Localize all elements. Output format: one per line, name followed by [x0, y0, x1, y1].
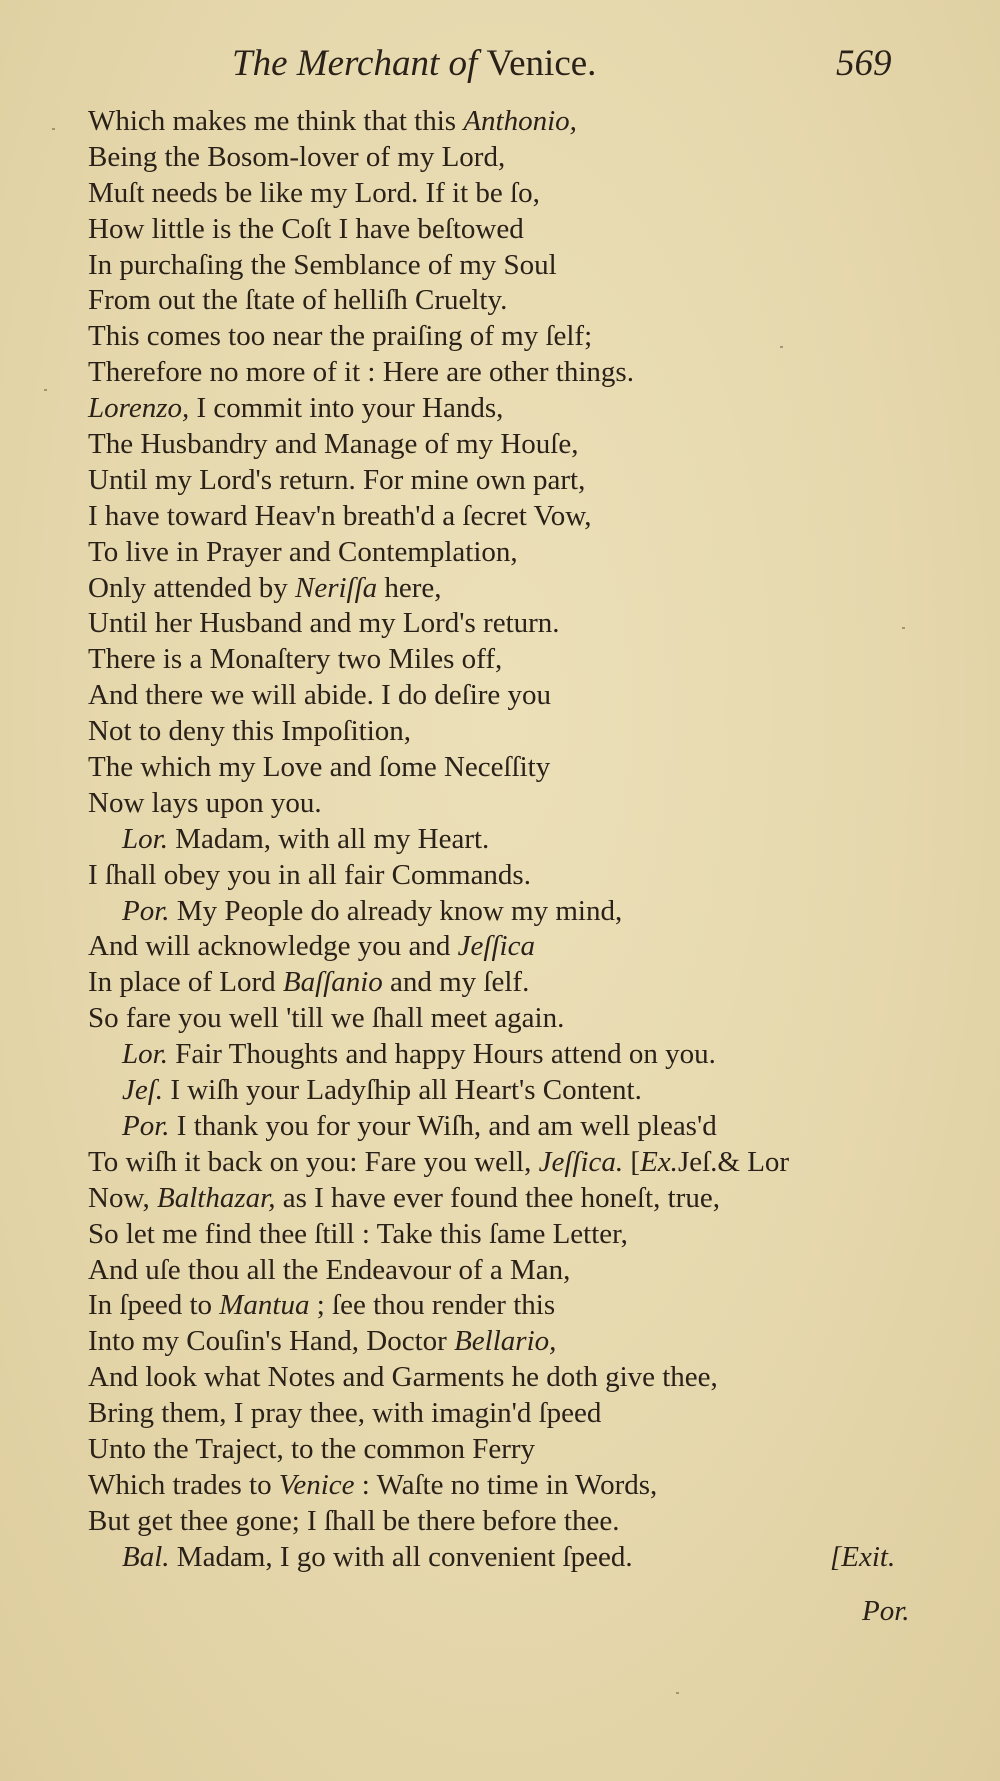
- text-segment: Being the Bosom-lover of my Lord,: [88, 140, 506, 173]
- text-line: [88, 1181, 968, 1217]
- text-line: [88, 1145, 968, 1181]
- italic-segment: Neriſſa: [294, 571, 378, 604]
- italic-segment: Jeſ.: [122, 1074, 164, 1107]
- title-part-1: The Merchant: [232, 43, 440, 84]
- text-segment: Madam, with all my Heart.: [167, 822, 490, 855]
- italic-segment: Lor.: [122, 822, 168, 855]
- paper-speck: [676, 1692, 679, 1694]
- text-line: [88, 1324, 968, 1360]
- text-line: [88, 858, 968, 894]
- text-segment: as I have ever found thee honeſt, true,: [275, 1181, 720, 1214]
- italic-segment: Jeſſica.: [538, 1145, 624, 1178]
- text-line: [88, 642, 968, 678]
- italic-segment: Anthonio,: [463, 105, 577, 137]
- text-segment: So fare you well 'till we ſhall meet again.: [88, 1002, 565, 1035]
- text-line: [88, 212, 968, 248]
- text-segment: And uſe thou all the Endeavour of a Man,: [88, 1253, 571, 1286]
- text-segment: This comes too near the praiſing of my ſelf;: [88, 320, 593, 353]
- paper-speck: [44, 389, 47, 391]
- text-line: [88, 1360, 968, 1396]
- text-line: [88, 499, 968, 535]
- text-segment: Which trades to: [88, 1468, 279, 1501]
- text-segment: Therefore no more of it : Here are other things.: [88, 356, 634, 389]
- text-line: [88, 606, 968, 642]
- text-segment: The which my Love and ſome Neceſſity: [88, 751, 551, 784]
- text-line: [88, 929, 968, 965]
- text-line: [88, 678, 968, 714]
- text-segment: Into my Couſin's Hand, Doctor: [88, 1325, 455, 1358]
- text-line: [88, 248, 968, 284]
- text-segment: So let me find thee ſtill : Take this ſame Letter,: [88, 1217, 628, 1250]
- page-number: 569: [836, 43, 892, 84]
- text-line: [88, 140, 968, 176]
- text-line: [88, 750, 968, 786]
- text-segment: Bring them, I pray thee, with imagin'd ſpeed: [88, 1397, 602, 1430]
- italic-segment: Bellario,: [454, 1325, 557, 1358]
- page-header: [0, 42, 1000, 92]
- text-segment: And there we will abide. I do deſire you: [88, 679, 552, 712]
- italic-segment: Ex.: [640, 1145, 678, 1178]
- text-segment: Until her Husband and my Lord's return.: [88, 607, 560, 640]
- text-segment: ; ſee thou render this: [309, 1289, 556, 1322]
- title-part-3: Venice.: [486, 43, 597, 84]
- text-segment: But get thee gone; I ſhall be there before thee.: [88, 1504, 620, 1537]
- italic-segment: Baſſanio: [282, 966, 383, 999]
- text-segment: In ſpeed to: [88, 1289, 220, 1322]
- text-segment: The Husbandry and Manage of my Houſe,: [88, 428, 579, 461]
- italic-segment: Bal.: [122, 1540, 170, 1573]
- italic-segment: Lor.: [122, 1038, 168, 1071]
- text-segment: I thank you for your Wiſh, and am well pleas'd: [169, 1109, 717, 1142]
- text-segment: Which makes me think that this: [88, 105, 464, 137]
- text-line: [88, 1037, 968, 1073]
- text-segment: How little is the Coſt I have beſtowed: [88, 212, 524, 245]
- text-line: [88, 894, 968, 930]
- text-line: [88, 1109, 968, 1145]
- paper-speck: [52, 128, 55, 130]
- text-line: [88, 283, 968, 319]
- text-line: [88, 1504, 968, 1540]
- text-segment: From out the ſtate of helliſh Cruelty.: [88, 284, 508, 317]
- text-line: [88, 535, 968, 571]
- text-line: [88, 1073, 968, 1109]
- text-line: [88, 463, 968, 499]
- text-line: [88, 822, 968, 858]
- text-segment: And will acknowledge you and: [88, 930, 458, 963]
- text-line: [88, 427, 968, 463]
- catchword: Por.: [862, 1595, 910, 1627]
- italic-segment: Venice: [278, 1468, 355, 1501]
- italic-segment: Lorenzo,: [88, 392, 190, 425]
- text-segment: In place of Lord: [88, 966, 283, 999]
- text-segment: [: [623, 1145, 641, 1178]
- italic-segment: Por.: [122, 894, 170, 927]
- text-segment: And look what Notes and Garments he doth give thee,: [88, 1361, 718, 1394]
- italic-segment: Jeſſica: [457, 930, 535, 963]
- text-line: [88, 1253, 968, 1289]
- text-line: [88, 571, 968, 607]
- text-segment: Jeſ.& Lor: [677, 1145, 790, 1178]
- text-segment: There is a Monaſtery two Miles off,: [88, 643, 503, 676]
- text-line: [88, 1432, 968, 1468]
- text-line: [88, 1001, 968, 1037]
- text-line: [88, 391, 968, 427]
- title-part-2: of: [439, 43, 487, 84]
- text-segment: here,: [377, 571, 442, 604]
- text-segment: Only attended by: [88, 571, 295, 604]
- text-line: [88, 1288, 968, 1324]
- text-segment: Now lays upon you.: [88, 786, 322, 819]
- italic-segment: Balthazar,: [157, 1181, 276, 1214]
- text-line: [88, 355, 968, 391]
- text-segment: Unto the Traject, to the common Ferry: [88, 1432, 536, 1465]
- text-segment: I ſhall obey you in all fair Commands.: [88, 858, 531, 891]
- paper-speck: [780, 346, 783, 348]
- text-segment: : Waſte no time in Words,: [354, 1468, 658, 1501]
- text-segment: In purchaſing the Semblance of my Soul: [88, 248, 557, 281]
- text-segment: and my ſelf.: [382, 966, 530, 999]
- text-line: [88, 1396, 968, 1432]
- text-line: [88, 319, 968, 355]
- text-segment: Not to deny this Impoſition,: [88, 715, 412, 748]
- text-line: [88, 1468, 968, 1504]
- text-segment: Madam, I go with all convenient ſpeed.: [169, 1540, 633, 1573]
- text-segment: Fair Thoughts and happy Hours attend on you.: [167, 1038, 716, 1071]
- text-line: [88, 965, 968, 1001]
- text-segment: I have toward Heav'n breath'd a ſecret Vow,: [88, 499, 592, 532]
- text-segment: I wiſh your Ladyſhip all Heart's Content.: [163, 1074, 642, 1107]
- text-line: [88, 786, 968, 822]
- text-segment: To wiſh it back on you: Fare you well,: [88, 1145, 539, 1178]
- text-segment: Until my Lord's return. For mine own part,: [88, 463, 586, 496]
- running-title: [232, 42, 596, 85]
- text-segment: My People do already know my mind,: [169, 894, 623, 927]
- text-line: [88, 714, 968, 750]
- italic-segment: Por.: [122, 1109, 170, 1142]
- stage-direction: [Exit.: [830, 1540, 896, 1573]
- text-segment: Now,: [88, 1181, 158, 1214]
- text-segment: I commit into your Hands,: [189, 392, 504, 425]
- text-line: [88, 1217, 968, 1253]
- text-line: [88, 1540, 968, 1576]
- text-segment: To live in Prayer and Contemplation,: [88, 535, 518, 568]
- italic-segment: Mantua: [219, 1289, 310, 1322]
- play-text: [88, 104, 968, 1576]
- text-line: [88, 176, 968, 212]
- text-line: [88, 104, 968, 140]
- text-segment: Muſt needs be like my Lord. If it be ſo,: [88, 176, 540, 209]
- paper-speck: [902, 627, 905, 629]
